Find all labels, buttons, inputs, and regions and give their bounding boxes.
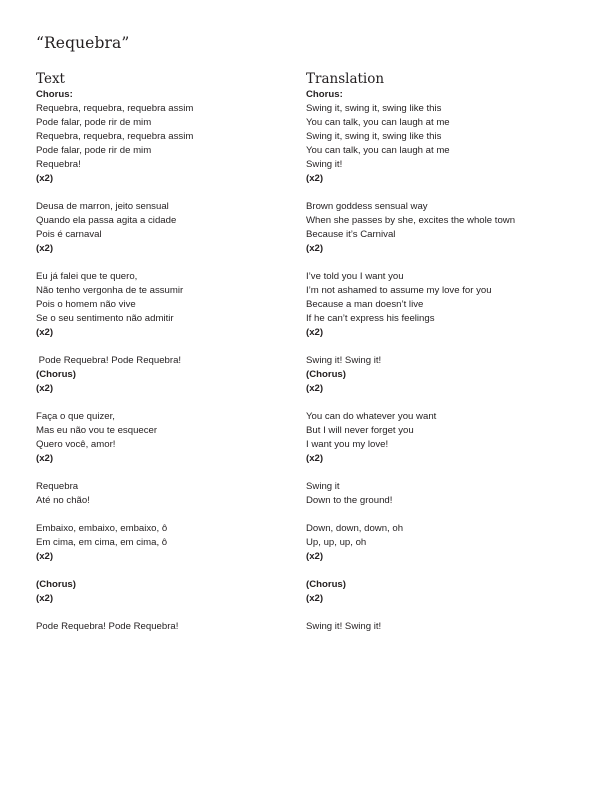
lyric-line: Quero você, amor! bbox=[36, 439, 116, 450]
lyric-marker: (x2) bbox=[36, 243, 54, 254]
text-column-heading: Text bbox=[36, 71, 65, 87]
lyric-line: Se o seu sentimento não admitir bbox=[36, 313, 174, 324]
lyric-line: Faça o que quizer, bbox=[36, 411, 115, 422]
lyric-line: Because it’s Carnival bbox=[306, 229, 396, 240]
stanza-gap bbox=[36, 256, 306, 270]
translation-lyrics bbox=[306, 88, 576, 634]
lyric-line: Mas eu não vou te esquecer bbox=[36, 425, 158, 436]
lyric-marker: (x2) bbox=[306, 243, 324, 254]
lyric-marker: (Chorus) bbox=[36, 579, 76, 590]
stanza-gap bbox=[306, 564, 576, 578]
lyric-line: Requebra! bbox=[36, 159, 81, 170]
lyric-line: Down, down, down, oh bbox=[306, 523, 404, 534]
lyric-marker: Chorus: bbox=[306, 89, 343, 100]
lyric-marker: (x2) bbox=[306, 383, 324, 394]
lyric-line: Até no chão! bbox=[36, 495, 90, 506]
lyric-marker: (x2) bbox=[36, 551, 54, 562]
lyric-marker: (x2) bbox=[36, 173, 54, 184]
lyric-line: Eu já falei que te quero, bbox=[36, 271, 138, 282]
text-lyrics bbox=[36, 88, 306, 634]
lyric-line: Pode falar, pode rir de mim bbox=[36, 117, 152, 128]
lyric-marker: (x2) bbox=[306, 453, 324, 464]
lyric-line: Pode falar, pode rir de mim bbox=[36, 145, 152, 156]
translation-column-heading: Translation bbox=[306, 71, 385, 87]
lyric-marker: (x2) bbox=[306, 593, 324, 604]
stanza-gap bbox=[36, 508, 306, 522]
translation-column bbox=[306, 70, 576, 634]
lyric-line: Quando ela passa agita a cidade bbox=[36, 215, 177, 226]
lyric-line: Pode Requebra! Pode Requebra! bbox=[36, 621, 179, 632]
lyric-line: Down to the ground! bbox=[306, 495, 393, 506]
lyric-line: Requebra, requebra, requebra assim bbox=[36, 103, 194, 114]
lyric-line: Pois é carnaval bbox=[36, 229, 102, 240]
lyric-line: Embaixo, embaixo, embaixo, ô bbox=[36, 523, 168, 534]
stanza-gap bbox=[306, 186, 576, 200]
stanza-gap bbox=[36, 396, 306, 410]
stanza-gap bbox=[36, 466, 306, 480]
lyric-line: Swing it! Swing it! bbox=[306, 355, 382, 366]
lyric-line: Swing it bbox=[306, 481, 340, 492]
stanza-gap bbox=[36, 340, 306, 354]
lyric-marker: (Chorus) bbox=[306, 579, 346, 590]
stanza-gap bbox=[306, 466, 576, 480]
stanza-gap bbox=[36, 564, 306, 578]
lyric-line: When she passes by she, excites the whole town bbox=[306, 215, 516, 226]
lyric-line: Swing it! bbox=[306, 159, 343, 170]
lyric-line: If he can’t express his feelings bbox=[306, 313, 435, 324]
lyric-marker: Chorus: bbox=[36, 89, 73, 100]
stanza-gap bbox=[36, 606, 306, 620]
lyric-marker: (x2) bbox=[36, 327, 54, 338]
text-column bbox=[36, 70, 306, 634]
lyric-marker: (Chorus) bbox=[306, 369, 346, 380]
lyric-marker: (Chorus) bbox=[36, 369, 76, 380]
lyric-line: Pois o homem não vive bbox=[36, 299, 136, 310]
stanza-gap bbox=[306, 606, 576, 620]
lyric-marker: (x2) bbox=[306, 327, 324, 338]
stanza-gap bbox=[306, 508, 576, 522]
lyric-line: Deusa de marron, jeito sensual bbox=[36, 201, 169, 212]
lyric-line: Em cima, em cima, em cima, ô bbox=[36, 537, 168, 548]
lyric-line: I’ve told you I want you bbox=[306, 271, 404, 282]
lyric-line: Swing it, swing it, swing like this bbox=[306, 131, 442, 142]
stanza-gap bbox=[306, 340, 576, 354]
lyric-line: Não tenho vergonha de te assumir bbox=[36, 285, 184, 296]
lyric-line: Swing it, swing it, swing like this bbox=[306, 103, 442, 114]
stanza-gap bbox=[36, 186, 306, 200]
lyric-marker: (x2) bbox=[306, 173, 324, 184]
lyric-marker: (x2) bbox=[36, 593, 54, 604]
lyric-line: Swing it! Swing it! bbox=[306, 621, 382, 632]
lyric-line: Up, up, up, oh bbox=[306, 537, 367, 548]
lyric-line: I want you my love! bbox=[306, 439, 389, 450]
lyric-line: But I will never forget you bbox=[306, 425, 414, 436]
lyric-line: Pode Requebra! Pode Requebra! bbox=[36, 355, 182, 366]
lyric-line: Requebra bbox=[36, 481, 79, 492]
lyric-marker: (x2) bbox=[306, 551, 324, 562]
lyric-line: Because a man doesn’t live bbox=[306, 299, 424, 310]
lyric-line: You can talk, you can laugh at me bbox=[306, 145, 450, 156]
stanza-gap bbox=[306, 396, 576, 410]
lyric-marker: (x2) bbox=[36, 383, 54, 394]
lyric-line: Brown goddess sensual way bbox=[306, 201, 428, 212]
stanza-gap bbox=[306, 256, 576, 270]
lyric-line: I’m not ashamed to assume my love for you bbox=[306, 285, 492, 296]
lyric-marker: (x2) bbox=[36, 453, 54, 464]
lyric-line: You can talk, you can laugh at me bbox=[306, 117, 450, 128]
lyric-line: Requebra, requebra, requebra assim bbox=[36, 131, 194, 142]
page-title: “Requebra” bbox=[36, 34, 130, 52]
lyric-line: You can do whatever you want bbox=[306, 411, 437, 422]
